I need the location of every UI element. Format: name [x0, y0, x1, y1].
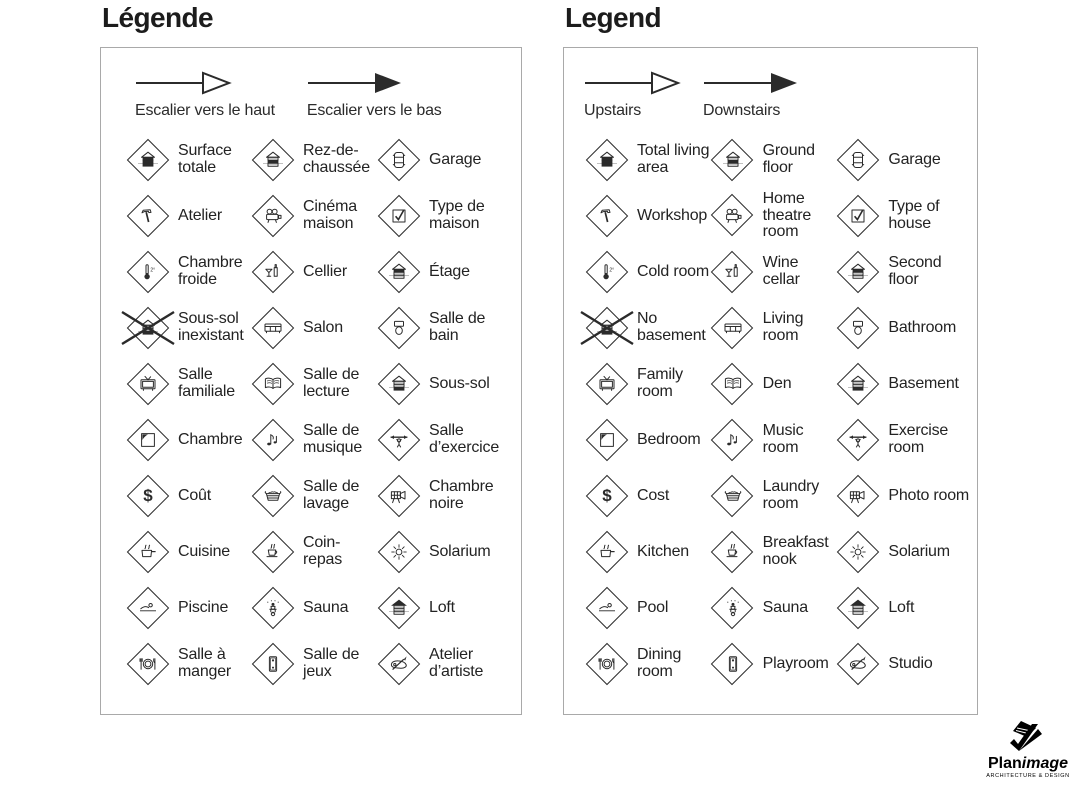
- legend-item-label: Home theatre room: [762, 189, 812, 241]
- legend-grid: [584, 132, 975, 692]
- checkbox-icon: [376, 193, 422, 239]
- legend-item-label: Étage: [429, 262, 470, 280]
- camera-icon: [835, 473, 881, 519]
- svg-text:$: $: [143, 486, 153, 506]
- legend-item-label: Solarium: [888, 542, 950, 560]
- legend-row: [584, 244, 975, 300]
- legend-item-label: Salle de lavage: [303, 478, 360, 512]
- legend-item: [710, 529, 836, 575]
- legend-item: [125, 305, 250, 351]
- legend-item: [710, 417, 836, 463]
- floor-loft-icon: [376, 585, 422, 631]
- brand-italic: image: [1021, 755, 1069, 772]
- legend-item-label: Sous-sol: [429, 374, 490, 392]
- legend-item-label: Atelier d’artiste: [429, 646, 484, 680]
- floor-total-icon: [584, 137, 630, 183]
- legend-item: [376, 529, 518, 575]
- palette-icon: [376, 641, 422, 687]
- car-icon: [376, 137, 422, 183]
- legend-item-label: Music room: [762, 422, 804, 456]
- legend-item-label: Salle de musique: [303, 422, 363, 456]
- legend-item: [835, 249, 975, 295]
- legend-row: [584, 412, 975, 468]
- legend-row: [125, 356, 519, 412]
- legend-item: [584, 249, 710, 295]
- floor-basement-icon: [835, 361, 881, 407]
- legend-item: [250, 585, 376, 631]
- page-title-english: Legend: [565, 2, 661, 33]
- legend-item-label: Piscine: [178, 598, 229, 616]
- legend-item-label: Total living area: [637, 142, 710, 176]
- legend-item: [835, 361, 975, 407]
- barbell-icon: [376, 417, 422, 463]
- sauna-icon: [250, 585, 296, 631]
- legend-item-label: Bathroom: [888, 318, 957, 336]
- no-basement-icon: [125, 305, 171, 351]
- legend-row: [125, 300, 519, 356]
- legend-item: [376, 641, 518, 687]
- pot-icon: [125, 529, 171, 575]
- billiard-icon: [710, 641, 756, 687]
- legend-item: [835, 193, 975, 239]
- legend-row: [125, 580, 519, 636]
- stairs-up-arrow-icon: [135, 70, 275, 96]
- legend-item: [250, 361, 376, 407]
- legend-row: [125, 244, 519, 300]
- legend-item-label: Salle de jeux: [303, 646, 360, 680]
- dollar-icon: [125, 473, 171, 519]
- legend-item: [835, 473, 975, 519]
- legend-row: [584, 300, 975, 356]
- legend-item-label: Studio: [888, 654, 933, 672]
- legend-grid: [125, 132, 519, 692]
- legend-item-label: Family room: [637, 366, 683, 400]
- legend-row: [584, 132, 975, 188]
- book-icon: [710, 361, 756, 407]
- legend-row: [125, 412, 519, 468]
- legend-item: [250, 641, 376, 687]
- legend-row: [125, 132, 519, 188]
- palette-icon: [835, 641, 881, 687]
- legend-item-label: No basement: [637, 310, 706, 344]
- legend-item: [125, 585, 250, 631]
- projector-icon: [710, 193, 756, 239]
- hammer-icon: [125, 193, 171, 239]
- legend-item: [125, 641, 250, 687]
- music-icon: [250, 417, 296, 463]
- legend-item-label: Salle familiale: [178, 366, 235, 400]
- arrow-label: Escalier vers le bas: [306, 102, 442, 119]
- legend-item: [250, 529, 376, 575]
- legend-item: [125, 249, 250, 295]
- legend-item: [835, 641, 975, 687]
- legend-row: [125, 524, 519, 580]
- cup-icon: [250, 529, 296, 575]
- pot-icon: [584, 529, 630, 575]
- legend-item: [710, 473, 836, 519]
- bed-icon: [125, 417, 171, 463]
- music-icon: [710, 417, 756, 463]
- legend-item-label: Living room: [762, 310, 804, 344]
- legend-item: [584, 529, 710, 575]
- stairs-down-arrow-icon: [307, 70, 442, 96]
- swimmer-icon: [584, 585, 630, 631]
- legend-item-label: Dining room: [637, 646, 682, 680]
- legend-item-label: Breakfast nook: [762, 534, 829, 568]
- sun-icon: [376, 529, 422, 575]
- legend-item: [835, 417, 975, 463]
- tv-icon: [125, 361, 171, 407]
- legend-item: [584, 585, 710, 631]
- legend-item: [250, 137, 376, 183]
- legend-item: [584, 417, 710, 463]
- sofa-icon: [250, 305, 296, 351]
- stairs-down-arrow-icon: [703, 70, 800, 96]
- legend-item-label: Rez-de-chaussée: [303, 142, 370, 176]
- dollar-icon: [584, 473, 630, 519]
- legend-row: [584, 524, 975, 580]
- legend-item-label: Salle de bain: [429, 310, 486, 344]
- car-icon: [835, 137, 881, 183]
- legend-item-label: Chambre froide: [178, 254, 243, 288]
- legend-item: [835, 585, 975, 631]
- legend-item: [710, 191, 836, 242]
- legend-item-label: Workshop: [637, 206, 708, 224]
- legend-item-label: Kitchen: [637, 542, 689, 560]
- barbell-icon: [835, 417, 881, 463]
- legend-item-label: Coin-repas: [303, 534, 343, 568]
- wine-icon: [710, 249, 756, 295]
- stairs-arrows-row: [584, 70, 800, 120]
- toilet-icon: [835, 305, 881, 351]
- legend-item-label: Salon: [303, 318, 343, 336]
- legend-item-label: Garage: [888, 150, 941, 168]
- bed-icon: [584, 417, 630, 463]
- legend-row: [584, 468, 975, 524]
- stairs-up-arrow-group: [135, 70, 275, 120]
- legend-item: [710, 361, 836, 407]
- camera-icon: [376, 473, 422, 519]
- tv-icon: [584, 361, 630, 407]
- legend-item: [710, 585, 836, 631]
- legend-item-label: Laundry room: [762, 478, 820, 512]
- hammer-icon: [584, 193, 630, 239]
- plate-icon: [584, 641, 630, 687]
- legend-panel-french: [100, 47, 522, 715]
- legend-item-label: Cellier: [303, 262, 347, 280]
- legend-item-label: Salle de lecture: [303, 366, 360, 400]
- page-title-french: Légende: [102, 2, 213, 33]
- legend-item-label: Playroom: [762, 654, 829, 672]
- legend-item-label: Type of house: [888, 198, 940, 232]
- arrow-label: Downstairs: [703, 102, 781, 119]
- stairs-up-arrow-group: [584, 70, 681, 120]
- thermometer-icon: [125, 249, 171, 295]
- legend-row: [125, 468, 519, 524]
- legend-item-label: Cold room: [637, 262, 710, 280]
- legend-row: [584, 636, 975, 692]
- legend-item-label: Loft: [888, 598, 915, 616]
- legend-item: [376, 249, 518, 295]
- legend-item: [376, 473, 518, 519]
- legend-item: [250, 473, 376, 519]
- swimmer-icon: [125, 585, 171, 631]
- legend-item: [125, 137, 250, 183]
- floor-ground-icon: [710, 137, 756, 183]
- floor-basement-icon: [376, 361, 422, 407]
- legend-item: [835, 137, 975, 183]
- legend-item-label: Ground floor: [762, 142, 815, 176]
- plate-icon: [125, 641, 171, 687]
- legend-item: [376, 585, 518, 631]
- no-basement-icon: [584, 305, 630, 351]
- legend-item-label: Photo room: [888, 486, 970, 504]
- legend-item-label: Chambre: [178, 430, 243, 448]
- legend-item-label: Loft: [429, 598, 455, 616]
- legend-item-label: Solarium: [429, 542, 491, 560]
- sofa-icon: [710, 305, 756, 351]
- logo-tagline: ARCHITECTURE & DESIGN: [986, 773, 1070, 779]
- legend-item: [125, 193, 250, 239]
- legend-item: [835, 529, 975, 575]
- sun-icon: [835, 529, 881, 575]
- floor-second-icon: [835, 249, 881, 295]
- legend-item: [376, 137, 518, 183]
- svg-text:$: $: [602, 486, 612, 506]
- floor-ground-icon: [250, 137, 296, 183]
- legend-item-label: Sauna: [303, 598, 349, 616]
- billiard-icon: [250, 641, 296, 687]
- thermometer-icon: [584, 249, 630, 295]
- legend-item: [250, 305, 376, 351]
- legend-item: [710, 249, 836, 295]
- legend-item-label: Wine cellar: [762, 254, 800, 288]
- legend-row: [125, 188, 519, 244]
- legend-item: [584, 305, 710, 351]
- stairs-arrows-row: [135, 70, 442, 120]
- planimage-logo: [982, 720, 1074, 779]
- stairs-up-arrow-icon: [584, 70, 681, 96]
- legend-row: [584, 580, 975, 636]
- svg-text:2°: 2°: [609, 267, 615, 274]
- legend-row: [125, 636, 519, 692]
- cup-icon: [710, 529, 756, 575]
- legend-item-label: Cost: [637, 486, 670, 504]
- legend-item-label: Atelier: [178, 206, 222, 224]
- legend-item-label: Exercise room: [888, 422, 949, 456]
- legend-item-label: Sous-sol inexistant: [178, 310, 244, 344]
- legend-item: [125, 529, 250, 575]
- arrow-label: Escalier vers le haut: [135, 102, 275, 119]
- legend-row: [584, 356, 975, 412]
- legend-item: [376, 417, 518, 463]
- legend-item: [125, 361, 250, 407]
- legend-item-label: Salle d’exercice: [429, 422, 500, 456]
- floor-total-icon: [125, 137, 171, 183]
- toilet-icon: [376, 305, 422, 351]
- stairs-down-arrow-group: [703, 70, 800, 120]
- legend-item: [250, 193, 376, 239]
- legend-item-label: Second floor: [888, 254, 942, 288]
- brand-bold: Plan: [987, 755, 1022, 772]
- checkbox-icon: [835, 193, 881, 239]
- arrow-label: Upstairs: [584, 102, 642, 119]
- basket-icon: [710, 473, 756, 519]
- svg-text:2°: 2°: [150, 267, 156, 274]
- legend-item-label: Chambre noire: [429, 478, 494, 512]
- legend-item: [376, 305, 518, 351]
- legend-item-label: Sauna: [762, 598, 808, 616]
- legend-item-label: Cuisine: [178, 542, 230, 560]
- planimage-emblem-icon: [1004, 720, 1052, 758]
- legend-row: [584, 188, 975, 244]
- legend-item: [250, 417, 376, 463]
- floor-second-icon: [376, 249, 422, 295]
- legend-item: [376, 361, 518, 407]
- legend-item-label: Type de maison: [429, 198, 485, 232]
- legend-item: [710, 305, 836, 351]
- legend-item: [584, 473, 710, 519]
- legend-item: [250, 249, 376, 295]
- book-icon: [250, 361, 296, 407]
- sauna-icon: [710, 585, 756, 631]
- floor-loft-icon: [835, 585, 881, 631]
- legend-item: [835, 305, 975, 351]
- legend-item-label: Garage: [429, 150, 482, 168]
- basket-icon: [250, 473, 296, 519]
- legend-item: [710, 137, 836, 183]
- legend-item-label: Surface totale: [178, 142, 232, 176]
- legend-item-label: Bedroom: [637, 430, 701, 448]
- legend-item: [584, 193, 710, 239]
- legend-item: [125, 473, 250, 519]
- legend-item-label: Den: [762, 374, 792, 392]
- legend-item: [376, 193, 518, 239]
- legend-item: [125, 417, 250, 463]
- legend-panel-english: [563, 47, 978, 715]
- legend-item-label: Coût: [178, 486, 211, 504]
- projector-icon: [250, 193, 296, 239]
- legend-item-label: Basement: [888, 374, 959, 392]
- wine-icon: [250, 249, 296, 295]
- planimage-wordmark: [982, 756, 1074, 772]
- legend-item-label: Cinéma maison: [303, 198, 357, 232]
- legend-item-label: Pool: [637, 598, 669, 616]
- legend-item: [710, 641, 836, 687]
- legend-item-label: Salle à manger: [178, 646, 232, 680]
- legend-item: [584, 137, 710, 183]
- legend-item: [584, 641, 710, 687]
- legend-item: [584, 361, 710, 407]
- stairs-down-arrow-group: [307, 70, 442, 120]
